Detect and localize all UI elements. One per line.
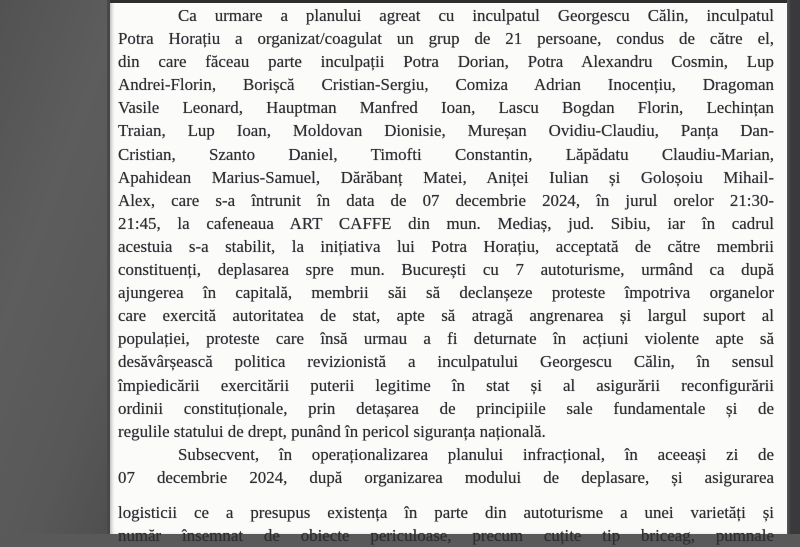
text-line: Traian, Lup Ioan, Moldovan Dionisie, Mureșan Ovidiu-Claudiu, Panța Dan-: [118, 121, 774, 141]
text-line: regulile statului de drept, punând în pericol siguranța națională.: [118, 421, 546, 441]
text-line: Subsecvent, în operaționalizarea planului infracțional, în aceeași zi de: [178, 444, 774, 464]
text-line: Apahidean Marius-Samuel, Dărăbanț Matei, Aniței Iulian și Goloșoiu Mihail-: [118, 167, 774, 187]
text-line: ajungerea în capitală, membrii săi să declanșeze proteste împotriva organelor: [118, 283, 774, 303]
text-line: constituenți, deplasarea spre mun. București cu 7 autoturisme, urmând ca după: [118, 260, 774, 280]
text-line: Andrei-Florin, Borișcă Cristian-Sergiu, Comiza Adrian Inocențiu, Dragoman: [118, 75, 774, 95]
text-line: Potra Horațiu a organizat/coagulat un grup de 21 persoane, condus de către el,: [118, 29, 774, 49]
text-line: logisticii ce a presupus existența în parte din autoturisme a unei varietăți și: [118, 502, 774, 522]
document-page: [110, 0, 787, 546]
document-text: [118, 4, 774, 547]
text-line: desăvârșească politica revizionistă a inculpatului Georgescu Călin, în sensul: [118, 352, 774, 372]
text-line: Vasile Leonard, Hauptman Manfred Ioan, Lascu Bogdan Florin, Lechințan: [118, 98, 774, 118]
text-line: 21:45, la cafeneaua ART CAFFE din mun. Mediaș, jud. Sibiu, iar în cadrul: [118, 213, 774, 233]
text-line: număr însemnat de obiecte periculoase, precum cuțite tip briceag, pumnale: [118, 526, 774, 546]
text-line: Ca urmare a planului agreat cu inculpatul Georgescu Călin, inculpatul: [178, 6, 774, 25]
background-left-panel: [0, 0, 110, 534]
text-line: acestuia s-a stabilit, la inițiativa lui Potra Horațiu, acceptată de către membrii: [118, 236, 774, 256]
text-line: împiedicării exercitării puterii legitime în stat și al asigurării reconfigurării: [118, 375, 774, 395]
text-line: care exercită autoritatea de stat, apte să atragă angrenarea și largul suport al: [118, 306, 774, 326]
page-top-edge: [110, 0, 800, 3]
background-right-strip: [787, 0, 800, 534]
text-line: 07 decembrie 2024, după organizarea modului de deplasare, și asigurarea: [118, 467, 774, 487]
text-line: Cristian, Szanto Daniel, Timofti Constantin, Lăpădatu Claudiu-Marian,: [118, 144, 774, 164]
text-line: Alex, care s-a întrunit în data de 07 decembrie 2024, în jurul orelor 21:30-: [118, 190, 774, 210]
text-line: populației, proteste care însă urmau a fi deturnate în acțiuni violente apte să: [118, 329, 774, 349]
text-line: ordinii constituționale, prin detașarea de principiile sale fundamentale și de: [118, 398, 774, 418]
text-line: din care făceau parte inculpații Potra Dorian, Potra Alexandru Cosmin, Lup: [118, 52, 774, 72]
